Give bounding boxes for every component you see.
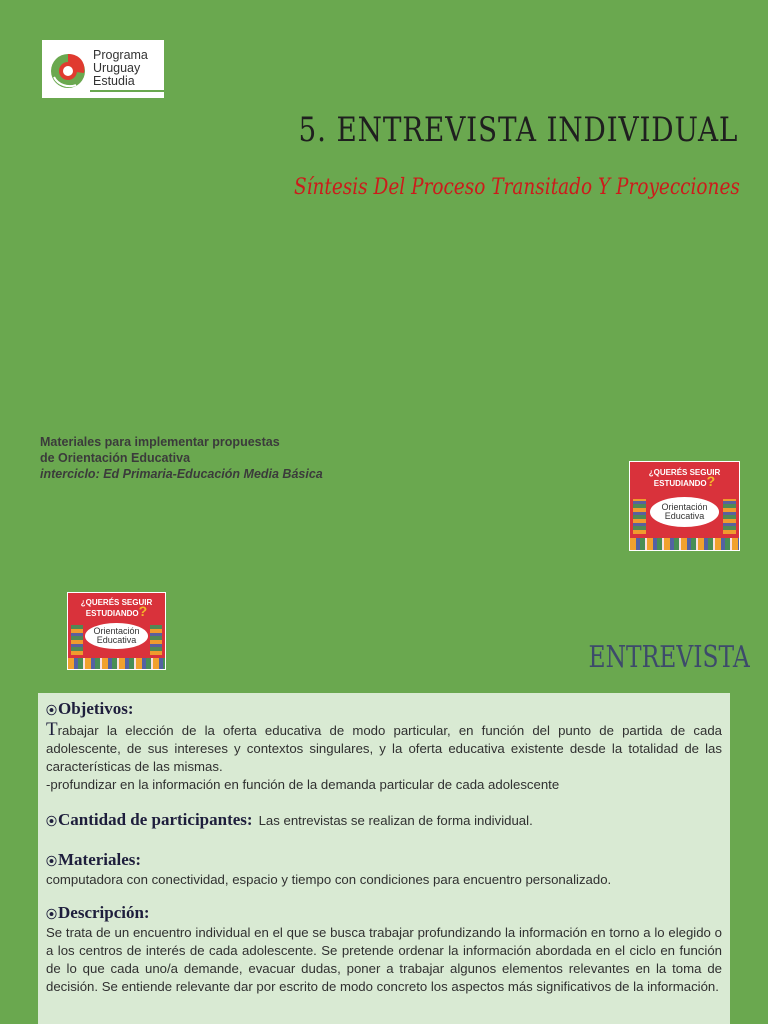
badge-oval-line-1: Orientación — [661, 502, 708, 513]
badge-heading — [68, 599, 165, 618]
page-subtitle: Síntesis Del Proceso Transitado Y Proyecciones — [294, 175, 740, 200]
badge-oval — [85, 623, 147, 649]
bullet-icon: ⦿ — [46, 816, 57, 828]
page-title: 5. ENTREVISTA INDIVIDUAL — [298, 110, 738, 150]
materiales-heading — [46, 850, 722, 870]
cantidad-heading — [46, 810, 722, 830]
badge-oval-line-2: Educativa — [664, 511, 705, 522]
materials-line-2: de Orientación Educativa — [40, 451, 191, 465]
bullet-icon: ⦿ — [46, 909, 57, 921]
logo-underline — [90, 90, 202, 92]
descripcion-heading — [46, 903, 722, 923]
badge-oval-line-1: Orientación — [93, 626, 140, 637]
objetivos-heading-text: Objetivos: — [58, 699, 134, 718]
badge-decoration-bottom — [68, 658, 165, 669]
badge-oval — [650, 497, 720, 527]
badge-decoration-left — [633, 499, 646, 534]
orientacion-badge-small — [67, 592, 166, 670]
badge-decoration-bottom — [630, 538, 739, 550]
badge-oval-line-2: Educativa — [96, 635, 137, 646]
content-panel — [38, 693, 730, 1024]
logo-line-1: Programa — [93, 47, 148, 62]
badge-heading-line-2: ESTUDIANDO — [85, 609, 139, 619]
bullet-icon: ⦿ — [46, 856, 57, 868]
cantidad-text: Las entrevistas se realizan de forma individual. — [258, 813, 533, 828]
objetivos-body — [46, 721, 722, 776]
badge-heading-line-1: ¿QUERÉS SEGUIR — [80, 598, 153, 608]
badge-heading-line-1: ¿QUERÉS SEGUIR — [648, 468, 721, 478]
badge-decoration-right — [723, 499, 736, 534]
cantidad-heading-text: Cantidad de participantes: — [58, 810, 253, 829]
logo-line-3: Estudia — [93, 73, 135, 88]
section-label: ENTREVISTA — [588, 640, 750, 675]
descripcion-heading-text: Descripción: — [58, 903, 150, 922]
objetivos-heading — [46, 699, 722, 719]
badge-question-mark: ? — [706, 473, 716, 490]
bullet-icon: ⦿ — [46, 705, 57, 717]
logo-text — [93, 49, 148, 88]
logo-icon — [46, 47, 90, 91]
materials-line-1: Materiales para implementar propuestas — [40, 435, 280, 449]
program-logo — [42, 40, 164, 98]
logo-line-2: Uruguay — [93, 60, 141, 75]
badge-decoration-left — [71, 625, 83, 655]
materiales-heading-text: Materiales: — [58, 850, 142, 869]
descripcion-body: Se trata de un encuentro individual en el que se busca trabajar profundizando la información en torno a lo elegido o a los centros de interés de cada adolescente. Se pretende ordenar la información abordada en el ciclo en función de lo que cada uno/a demande, evacuar dudas, poner a trabajar algunos elementos relevantes en la toma de decisión. Se entiende relevante dar por escrito de modo concreto los aspectos más significativos de la información. — [46, 925, 722, 994]
materiales-body: computadora con conectividad, espacio y tiempo con condiciones para encuentro personalizado. — [46, 872, 612, 887]
badge-question-mark: ? — [138, 603, 148, 620]
orientacion-badge-large — [629, 461, 740, 551]
badge-heading — [630, 469, 739, 488]
materials-line-3: interciclo: Ed Primaria-Educación Media Básica — [40, 467, 323, 481]
badge-decoration-right — [150, 625, 162, 655]
materials-caption — [40, 434, 323, 482]
badge-heading-line-2: ESTUDIANDO — [653, 479, 707, 489]
objetivos-dropcap: T — [46, 719, 58, 740]
objetivos-text: rabajar la elección de la oferta educativa de modo particular, en función del punto de partida de cada adolescente, de sus intereses y contextos singulares, y la oferta educativa existente desde la totalidad de las características de las mismas. — [46, 723, 722, 774]
objetivos-body-2: -profundizar en la información en función de la demanda particular de cada adolescente — [46, 777, 560, 792]
